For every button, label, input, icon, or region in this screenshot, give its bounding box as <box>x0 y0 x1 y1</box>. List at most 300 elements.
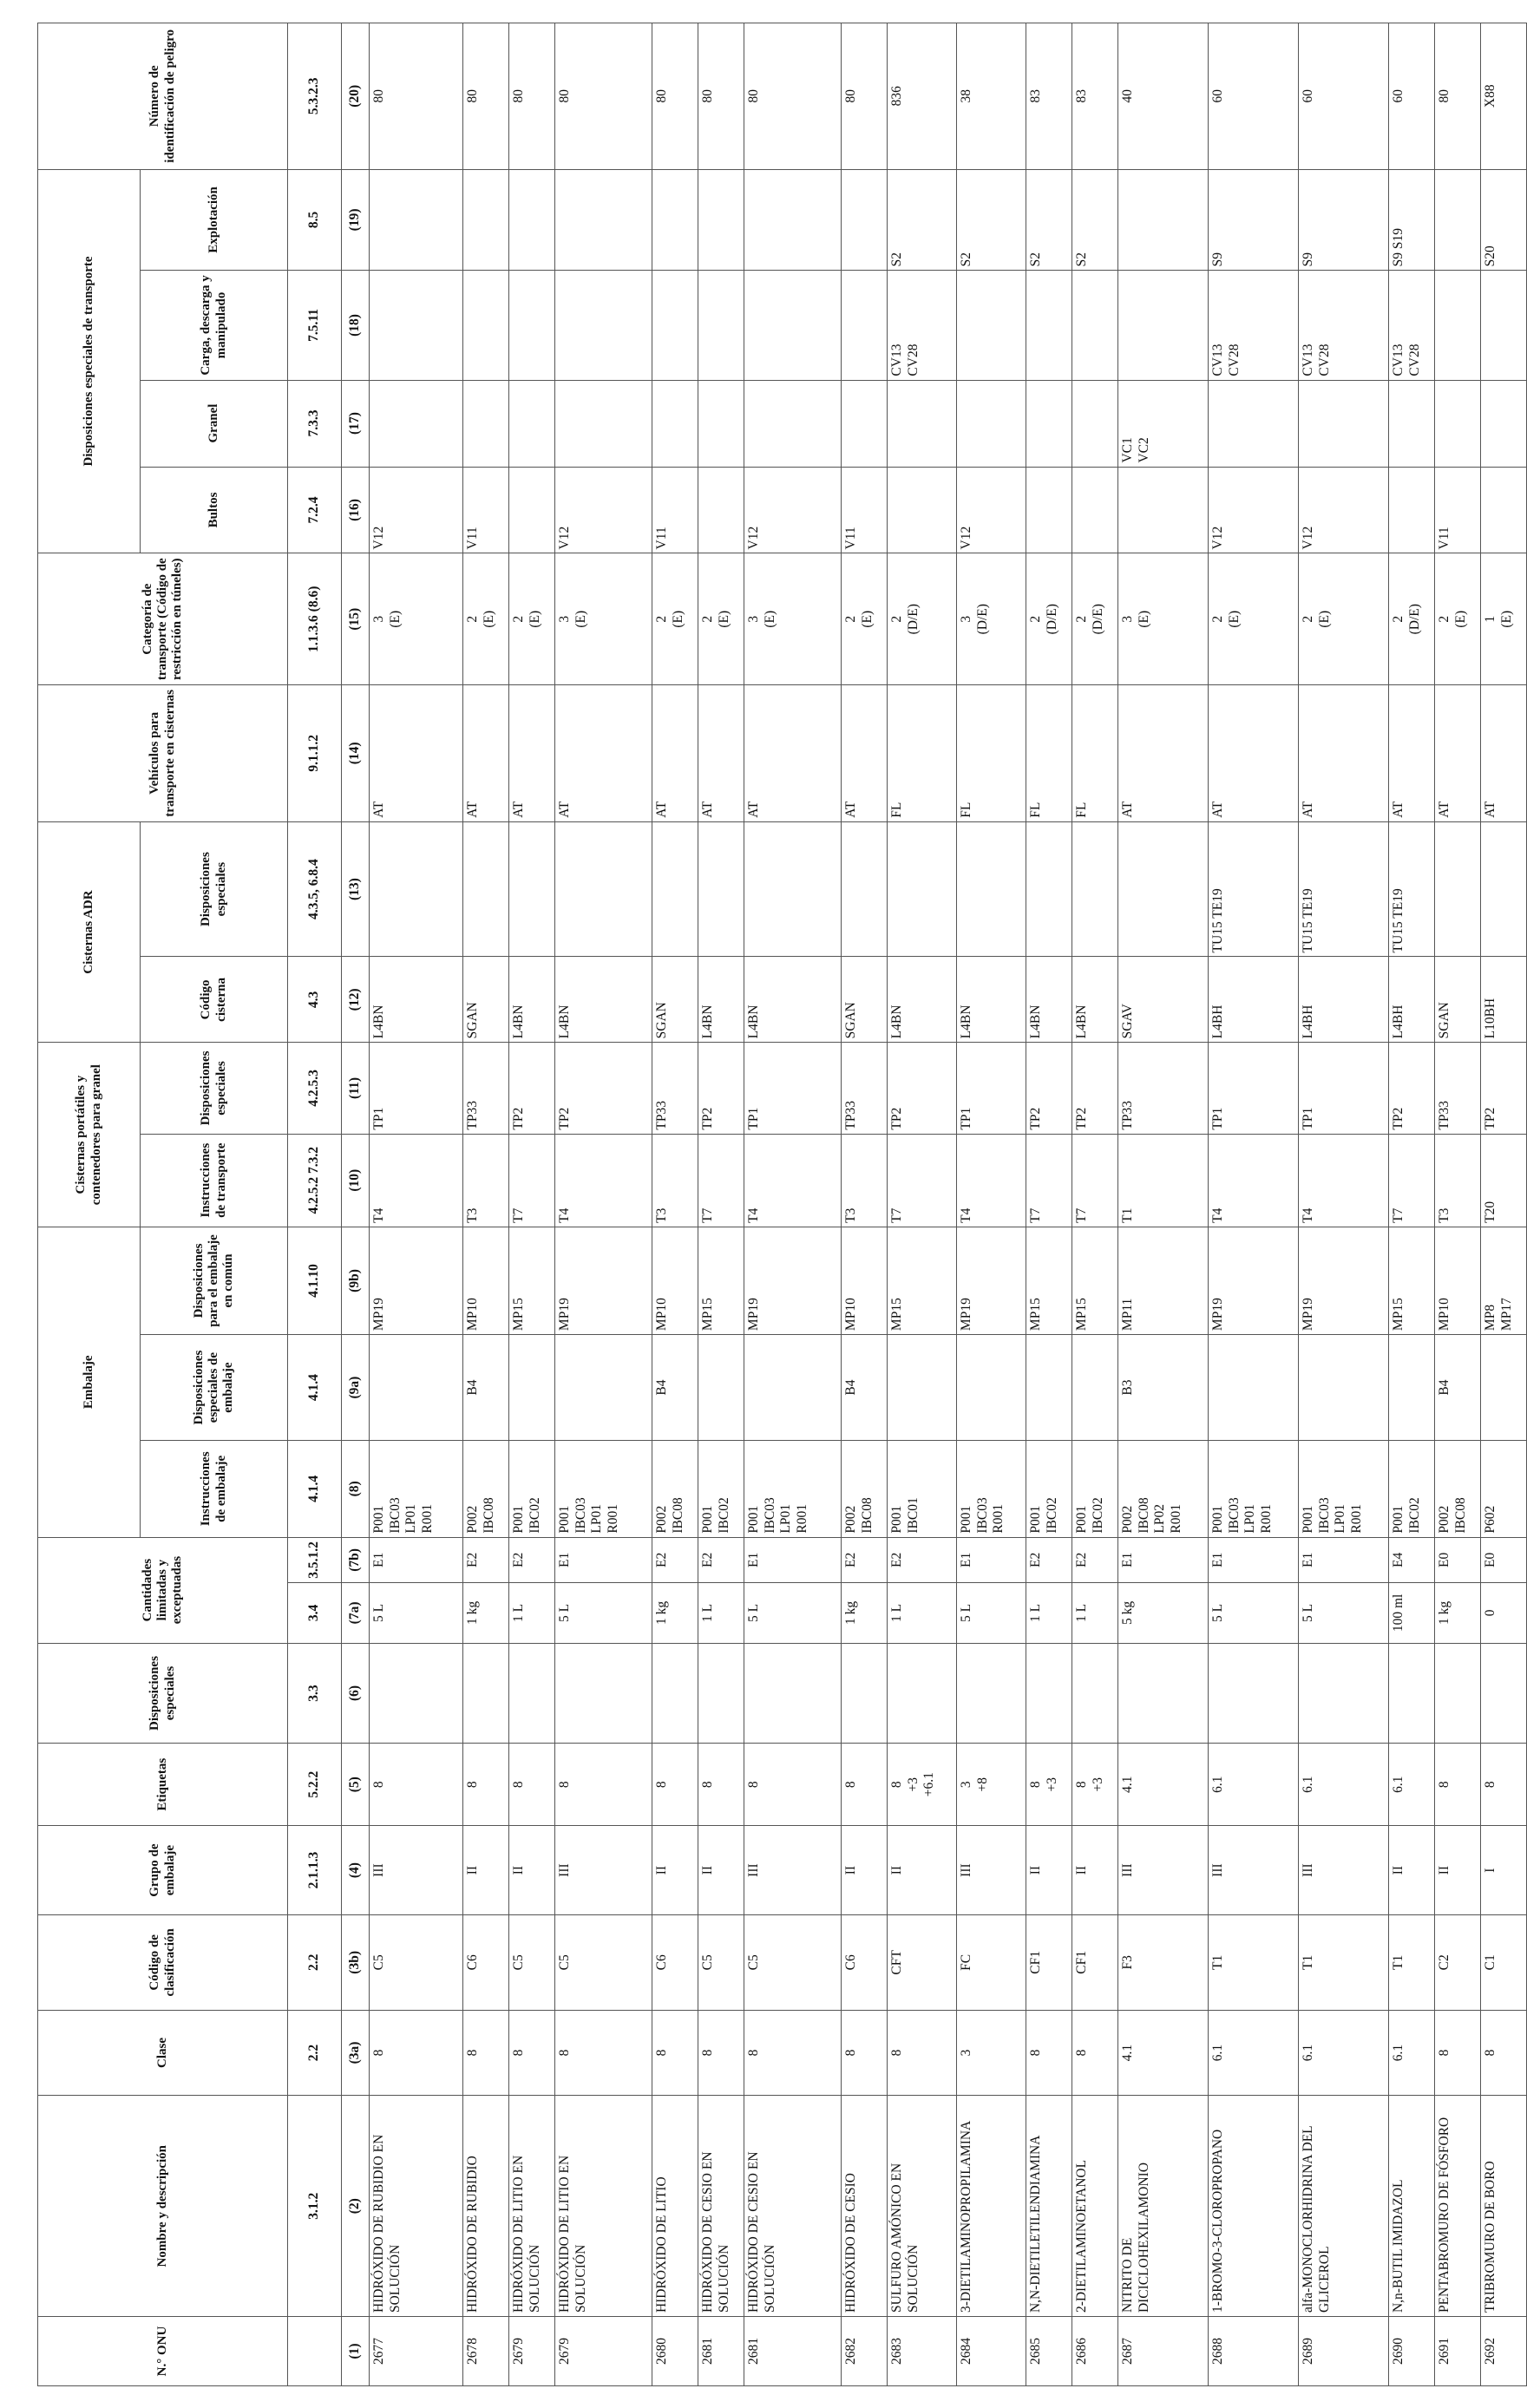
operation-cell <box>652 169 698 271</box>
operation-cell: S9 <box>1209 169 1299 271</box>
transport-category-cell: 1 (E) <box>1481 553 1527 685</box>
bulk-cell <box>1072 380 1118 467</box>
tank-code-cell: SGAN <box>652 957 698 1043</box>
class-cell: 8 <box>888 2010 957 2096</box>
class-code-cell: C5 <box>509 1915 555 2010</box>
packages-cell: V12 <box>555 467 652 553</box>
limited-quantity-cell: 1 kg <box>842 1583 888 1643</box>
un-number-cell: 2689 <box>1299 2317 1389 2386</box>
bulk-cell <box>957 380 1026 467</box>
portable-special-cell: TP2 <box>1389 1043 1435 1134</box>
transport-instruction-cell: T3 <box>652 1134 698 1227</box>
ref-cell: 4.3 <box>288 957 342 1043</box>
name-cell: SULFURO AMÓNICO EN SOLUCIÓN <box>888 2096 957 2317</box>
packing-group-cell: II <box>1435 1826 1481 1915</box>
class-cell: 8 <box>744 2010 842 2096</box>
tank-special-cell <box>555 821 652 957</box>
un-number-cell: 2691 <box>1435 2317 1481 2386</box>
packing-group-cell: II <box>842 1826 888 1915</box>
labels-cell: 8 <box>1435 1744 1481 1826</box>
packing-instructions-cell: P001 IBC02 <box>509 1441 555 1538</box>
header-tank-special: Disposiciones especiales <box>141 821 288 957</box>
un-number-cell: 2681 <box>698 2317 744 2386</box>
un-number-cell: 2682 <box>842 2317 888 2386</box>
tank-special-cell <box>698 821 744 957</box>
tank-vehicle-cell: AT <box>1299 684 1389 821</box>
excepted-quantity-cell: E1 <box>1299 1537 1389 1583</box>
header-packing-instructions: Instrucciones de embalaje <box>141 1441 288 1538</box>
special-packing-cell: B4 <box>842 1335 888 1441</box>
excepted-quantity-cell: E2 <box>888 1537 957 1583</box>
header-special-transport: Disposiciones especiales de transporte <box>38 169 141 553</box>
table-row <box>1026 23 1072 2386</box>
un-number-cell: 2688 <box>1209 2317 1299 2386</box>
hazard-id-cell: 60 <box>1389 23 1435 170</box>
ref-cell: 5.3.2.3 <box>288 23 342 170</box>
code-cell: (18) <box>342 271 370 380</box>
packing-group-cell: III <box>1299 1826 1389 1915</box>
tank-special-cell <box>370 821 463 957</box>
un-number-cell: 2686 <box>1072 2317 1118 2386</box>
header-loading: Carga, descarga y manipulado <box>141 271 288 380</box>
mixed-packing-cell: MP15 <box>888 1227 957 1334</box>
class-code-cell: C5 <box>555 1915 652 2010</box>
special-packing-cell <box>1299 1335 1389 1441</box>
code-cell: (20) <box>342 23 370 170</box>
class-code-cell: CFT <box>888 1915 957 2010</box>
tank-vehicle-cell: AT <box>1209 684 1299 821</box>
limited-quantity-cell: 5 L <box>957 1583 1026 1643</box>
portable-special-cell: TP2 <box>555 1043 652 1134</box>
class-code-cell: F3 <box>1118 1915 1209 2010</box>
class-cell: 8 <box>652 2010 698 2096</box>
excepted-quantity-cell: E1 <box>370 1537 463 1583</box>
packages-cell <box>888 467 957 553</box>
name-cell: HIDRÓXIDO DE RUBIDIO EN SOLUCIÓN <box>370 2096 463 2317</box>
bulk-cell: VC1 VC2 <box>1118 380 1209 467</box>
table-row <box>957 23 1026 2386</box>
packing-instructions-cell: P002 IBC08 <box>463 1441 509 1538</box>
name-cell: alfa-MONOCLORHIDRINA DEL GLICEROL <box>1299 2096 1389 2317</box>
hazard-id-cell: 80 <box>1435 23 1481 170</box>
table-row <box>744 23 842 2386</box>
transport-instruction-cell: T3 <box>842 1134 888 1227</box>
un-number-cell: 2683 <box>888 2317 957 2386</box>
class-code-cell: C5 <box>698 1915 744 2010</box>
code-cell: (9b) <box>342 1227 370 1334</box>
header-mixed-packing: Disposiciones para el embalaje en común <box>141 1227 288 1334</box>
mixed-packing-cell: MP11 <box>1118 1227 1209 1334</box>
labels-cell: 8 <box>698 1744 744 1826</box>
transport-category-cell: 2 (D/E) <box>1026 553 1072 685</box>
transport-instruction-cell: T4 <box>1299 1134 1389 1227</box>
packages-cell <box>1026 467 1072 553</box>
name-cell: NITRITO DE DICICLOHEXILAMONIO <box>1118 2096 1209 2317</box>
operation-cell: S2 <box>957 169 1026 271</box>
tank-code-cell: L4BN <box>744 957 842 1043</box>
tank-vehicle-cell: AT <box>842 684 888 821</box>
portable-special-cell: TP2 <box>1481 1043 1527 1134</box>
operation-cell <box>555 169 652 271</box>
special-packing-cell <box>509 1335 555 1441</box>
code-cell: (4) <box>342 1826 370 1915</box>
operation-cell <box>744 169 842 271</box>
bulk-cell <box>652 380 698 467</box>
header-class: Clase <box>38 2010 288 2096</box>
name-cell: N,n-BUTIL IMIDAZOL <box>1389 2096 1435 2317</box>
transport-instruction-cell: T4 <box>957 1134 1026 1227</box>
special-packing-cell <box>1209 1335 1299 1441</box>
mixed-packing-cell: MP15 <box>698 1227 744 1334</box>
special-packing-cell <box>370 1335 463 1441</box>
tank-special-cell <box>1481 821 1527 957</box>
labels-cell: 8 <box>370 1744 463 1826</box>
excepted-quantity-cell: E2 <box>698 1537 744 1583</box>
bulk-cell <box>698 380 744 467</box>
packing-group-cell: II <box>1072 1826 1118 1915</box>
special-packing-cell <box>744 1335 842 1441</box>
portable-special-cell: TP1 <box>957 1043 1026 1134</box>
code-cell: (1) <box>342 2317 370 2386</box>
hazard-id-cell: 60 <box>1299 23 1389 170</box>
dangerous-goods-table <box>37 23 1527 2386</box>
loading-cell <box>1026 271 1072 380</box>
bulk-cell <box>1026 380 1072 467</box>
tank-special-cell: TU15 TE19 <box>1209 821 1299 957</box>
operation-cell <box>463 169 509 271</box>
transport-instruction-cell: T4 <box>370 1134 463 1227</box>
header-special-packing-provisions: Disposiciones especiales de embalaje <box>141 1335 288 1441</box>
loading-cell <box>509 271 555 380</box>
class-cell: 8 <box>1435 2010 1481 2096</box>
transport-category-cell: 3 (E) <box>744 553 842 685</box>
special-packing-cell <box>555 1335 652 1441</box>
operation-cell <box>1435 169 1481 271</box>
special-provisions-cell <box>888 1643 957 1744</box>
hazard-id-cell: 83 <box>1026 23 1072 170</box>
portable-special-cell: TP1 <box>370 1043 463 1134</box>
tank-special-cell <box>842 821 888 957</box>
class-cell: 4.1 <box>1118 2010 1209 2096</box>
packages-cell: V12 <box>1209 467 1299 553</box>
special-provisions-cell <box>1072 1643 1118 1744</box>
labels-cell: 8 +3 +6.1 <box>888 1744 957 1826</box>
name-cell: 1-BROMO-3-CLOROPROPANO <box>1209 2096 1299 2317</box>
labels-cell: 6.1 <box>1299 1744 1389 1826</box>
table-row <box>1481 23 1527 2386</box>
mixed-packing-cell: MP8 MP17 <box>1481 1227 1527 1334</box>
transport-instruction-cell: T7 <box>1389 1134 1435 1227</box>
transport-instruction-cell: T4 <box>744 1134 842 1227</box>
transport-category-cell: 2 (E) <box>1209 553 1299 685</box>
code-cell: (2) <box>342 2096 370 2317</box>
tank-vehicle-cell: AT <box>509 684 555 821</box>
ref-cell: 3.4 <box>288 1583 342 1643</box>
packages-cell <box>1389 467 1435 553</box>
loading-cell <box>842 271 888 380</box>
portable-special-cell: TP33 <box>842 1043 888 1134</box>
code-cell: (5) <box>342 1744 370 1826</box>
loading-cell <box>652 271 698 380</box>
special-provisions-cell <box>1435 1643 1481 1744</box>
table-row <box>888 23 957 2386</box>
tank-code-cell: L4BN <box>555 957 652 1043</box>
name-cell: HIDRÓXIDO DE CESIO <box>842 2096 888 2317</box>
excepted-quantity-cell: E2 <box>1072 1537 1118 1583</box>
special-provisions-cell <box>698 1643 744 1744</box>
header-transport-category: Categoría de transporte (Código de restricción en túneles) <box>38 553 288 685</box>
operation-cell: S9 S19 <box>1389 169 1435 271</box>
special-provisions-cell <box>1389 1643 1435 1744</box>
special-packing-cell: B4 <box>652 1335 698 1441</box>
special-packing-cell <box>1389 1335 1435 1441</box>
excepted-quantity-cell: E1 <box>1209 1537 1299 1583</box>
table-body <box>370 23 1527 2386</box>
bulk-cell <box>1389 380 1435 467</box>
special-provisions-cell <box>652 1643 698 1744</box>
excepted-quantity-cell: E2 <box>842 1537 888 1583</box>
excepted-quantity-cell: E2 <box>1026 1537 1072 1583</box>
code-cell: (7b) <box>342 1537 370 1583</box>
class-code-cell: T1 <box>1299 1915 1389 2010</box>
header-name: Nombre y descripción <box>38 2096 288 2317</box>
ref-cell: 3.5.1.2 <box>288 1537 342 1583</box>
code-cell: (16) <box>342 467 370 553</box>
hazard-id-cell: 80 <box>463 23 509 170</box>
code-cell: (14) <box>342 684 370 821</box>
tank-special-cell <box>652 821 698 957</box>
ref-cell: 2.2 <box>288 2010 342 2096</box>
name-cell: HIDRÓXIDO DE LITIO EN SOLUCIÓN <box>509 2096 555 2317</box>
mixed-packing-cell: MP15 <box>509 1227 555 1334</box>
mixed-packing-cell: MP15 <box>1072 1227 1118 1334</box>
name-cell: 3-DIETILAMINOPROPILAMINA <box>957 2096 1026 2317</box>
packing-group-cell: II <box>509 1826 555 1915</box>
table-row <box>555 23 652 2386</box>
operation-cell: S9 <box>1299 169 1389 271</box>
operation-cell: S2 <box>1072 169 1118 271</box>
hazard-id-cell: 80 <box>744 23 842 170</box>
special-provisions-cell <box>1209 1643 1299 1744</box>
class-code-cell: T1 <box>1389 1915 1435 2010</box>
operation-cell: S2 <box>1026 169 1072 271</box>
packing-group-cell: III <box>1209 1826 1299 1915</box>
code-cell: (19) <box>342 169 370 271</box>
tank-vehicle-cell: AT <box>463 684 509 821</box>
tank-vehicle-cell: FL <box>888 684 957 821</box>
ref-cell: 4.1.4 <box>288 1335 342 1441</box>
header-portable-tanks: Cisternas portátiles y contenedores para granel <box>38 1043 141 1227</box>
transport-category-cell: 2 (D/E) <box>888 553 957 685</box>
bulk-cell <box>1299 380 1389 467</box>
operation-cell <box>509 169 555 271</box>
packing-instructions-cell: P001 IBC03 LP01 R001 <box>370 1441 463 1538</box>
class-code-cell: T1 <box>1209 1915 1299 2010</box>
hazard-id-cell: 83 <box>1072 23 1118 170</box>
labels-cell: 8 <box>555 1744 652 1826</box>
limited-quantity-cell: 1 L <box>1026 1583 1072 1643</box>
tank-special-cell <box>1435 821 1481 957</box>
table-row <box>1389 23 1435 2386</box>
labels-cell: 8 <box>1481 1744 1527 1826</box>
transport-instruction-cell: T20 <box>1481 1134 1527 1227</box>
limited-quantity-cell: 5 L <box>1299 1583 1389 1643</box>
transport-category-cell: 2 (E) <box>509 553 555 685</box>
table-row <box>370 23 463 2386</box>
bulk-cell <box>463 380 509 467</box>
labels-cell: 4.1 <box>1118 1744 1209 1826</box>
class-cell: 6.1 <box>1209 2010 1299 2096</box>
special-provisions-cell <box>1118 1643 1209 1744</box>
tank-code-cell: L4BN <box>1026 957 1072 1043</box>
packages-cell: V11 <box>842 467 888 553</box>
loading-cell: CV13 CV28 <box>1209 271 1299 380</box>
hazard-id-cell: 80 <box>509 23 555 170</box>
special-provisions-cell <box>555 1643 652 1744</box>
tank-vehicle-cell: AT <box>744 684 842 821</box>
code-cell: (13) <box>342 821 370 957</box>
table-row <box>698 23 744 2386</box>
class-cell: 8 <box>1026 2010 1072 2096</box>
packing-group-cell: III <box>744 1826 842 1915</box>
table-row <box>842 23 888 2386</box>
header-class-code: Código de clasificación <box>38 1915 288 2010</box>
limited-quantity-cell: 5 kg <box>1118 1583 1209 1643</box>
un-number-cell: 2679 <box>555 2317 652 2386</box>
tank-special-cell <box>463 821 509 957</box>
header-bulk: Granel <box>141 380 288 467</box>
ref-cell: 2.2 <box>288 1915 342 2010</box>
portable-special-cell: TP1 <box>744 1043 842 1134</box>
tank-vehicle-cell: AT <box>698 684 744 821</box>
transport-instruction-cell: T1 <box>1118 1134 1209 1227</box>
class-code-cell: C2 <box>1435 1915 1481 2010</box>
loading-cell <box>698 271 744 380</box>
table-row <box>1209 23 1299 2386</box>
packing-instructions-cell: P002 IBC08 LP02 R001 <box>1118 1441 1209 1538</box>
excepted-quantity-cell: E2 <box>509 1537 555 1583</box>
packing-group-cell: II <box>1026 1826 1072 1915</box>
class-cell: 3 <box>957 2010 1026 2096</box>
header-labels: Etiquetas <box>38 1744 288 1826</box>
code-cell: (3a) <box>342 2010 370 2096</box>
tank-vehicle-cell: AT <box>1481 684 1527 821</box>
code-cell: (15) <box>342 553 370 685</box>
code-cell: (11) <box>342 1043 370 1134</box>
name-cell: HIDRÓXIDO DE CESIO EN SOLUCIÓN <box>744 2096 842 2317</box>
un-number-cell: 2692 <box>1481 2317 1527 2386</box>
table-row <box>463 23 509 2386</box>
tank-code-cell: L4BH <box>1299 957 1389 1043</box>
class-code-cell: C1 <box>1481 1915 1527 2010</box>
packing-group-cell: II <box>652 1826 698 1915</box>
header-adr-tanks: Cisternas ADR <box>38 821 141 1043</box>
packages-cell: V11 <box>1435 467 1481 553</box>
tank-vehicle-cell: AT <box>1389 684 1435 821</box>
mixed-packing-cell: MP19 <box>957 1227 1026 1334</box>
header-operation: Explotación <box>141 169 288 271</box>
excepted-quantity-cell: E0 <box>1435 1537 1481 1583</box>
limited-quantity-cell: 5 L <box>370 1583 463 1643</box>
loading-cell <box>744 271 842 380</box>
packing-group-cell: III <box>1118 1826 1209 1915</box>
tank-code-cell: SGAN <box>463 957 509 1043</box>
special-provisions-cell <box>842 1643 888 1744</box>
operation-cell: S2 <box>888 169 957 271</box>
special-packing-cell: B4 <box>463 1335 509 1441</box>
special-provisions-cell <box>1299 1643 1389 1744</box>
tank-vehicle-cell: AT <box>1435 684 1481 821</box>
loading-cell <box>555 271 652 380</box>
ref-cell: 2.1.1.3 <box>288 1826 342 1915</box>
labels-cell: 8 +3 <box>1072 1744 1118 1826</box>
excepted-quantity-cell: E1 <box>1118 1537 1209 1583</box>
packing-group-cell: III <box>555 1826 652 1915</box>
tank-code-cell: L4BN <box>370 957 463 1043</box>
header-tank-code: Código cisterna <box>141 957 288 1043</box>
ref-cell: 4.3.5, 6.8.4 <box>288 821 342 957</box>
tank-code-cell: SGAN <box>842 957 888 1043</box>
labels-cell: 8 <box>509 1744 555 1826</box>
labels-cell: 8 +3 <box>1026 1744 1072 1826</box>
class-code-cell: C6 <box>652 1915 698 2010</box>
class-cell: 8 <box>555 2010 652 2096</box>
packages-cell: V11 <box>652 467 698 553</box>
packing-group-cell: II <box>888 1826 957 1915</box>
hazard-id-cell: 40 <box>1118 23 1209 170</box>
transport-category-cell: 3 (E) <box>555 553 652 685</box>
un-number-cell: 2687 <box>1118 2317 1209 2386</box>
special-provisions-cell <box>463 1643 509 1744</box>
hazard-id-cell: 80 <box>370 23 463 170</box>
bulk-cell <box>1209 380 1299 467</box>
bulk-cell <box>842 380 888 467</box>
special-provisions-cell <box>1026 1643 1072 1744</box>
labels-cell: 8 <box>463 1744 509 1826</box>
ref-cell: 5.2.2 <box>288 1744 342 1826</box>
transport-category-cell: 3 (D/E) <box>957 553 1026 685</box>
name-cell: HIDRÓXIDO DE RUBIDIO <box>463 2096 509 2317</box>
tank-special-cell: TU15 TE19 <box>1389 821 1435 957</box>
excepted-quantity-cell: E1 <box>555 1537 652 1583</box>
mixed-packing-cell: MP15 <box>1389 1227 1435 1334</box>
excepted-quantity-cell: E1 <box>744 1537 842 1583</box>
tank-special-cell <box>744 821 842 957</box>
packing-instructions-cell: P001 IBC02 <box>1072 1441 1118 1538</box>
header-packing-group: Grupo de embalaje <box>38 1826 288 1915</box>
tank-code-cell: L4BN <box>509 957 555 1043</box>
hazard-id-cell: 38 <box>957 23 1026 170</box>
operation-cell <box>370 169 463 271</box>
loading-cell: CV13 CV28 <box>888 271 957 380</box>
packing-instructions-cell: P602 <box>1481 1441 1527 1538</box>
code-cell: (8) <box>342 1441 370 1538</box>
ref-cell: 1.1.3.6 (8.6) <box>288 553 342 685</box>
header-packages: Bultos <box>141 467 288 553</box>
portable-special-cell: TP33 <box>463 1043 509 1134</box>
special-packing-cell <box>1026 1335 1072 1441</box>
class-code-cell: C5 <box>744 1915 842 2010</box>
ref-cell: 3.1.2 <box>288 2096 342 2317</box>
class-code-cell: FC <box>957 1915 1026 2010</box>
hazard-id-cell: X88 <box>1481 23 1527 170</box>
packing-instructions-cell: P001 IBC02 <box>698 1441 744 1538</box>
special-packing-cell: B4 <box>1435 1335 1481 1441</box>
ref-cell: 4.1.10 <box>288 1227 342 1334</box>
packing-instructions-cell: P001 IBC03 LP01 R001 <box>1299 1441 1389 1538</box>
mixed-packing-cell: MP19 <box>1299 1227 1389 1334</box>
limited-quantity-cell: 1 L <box>1072 1583 1118 1643</box>
